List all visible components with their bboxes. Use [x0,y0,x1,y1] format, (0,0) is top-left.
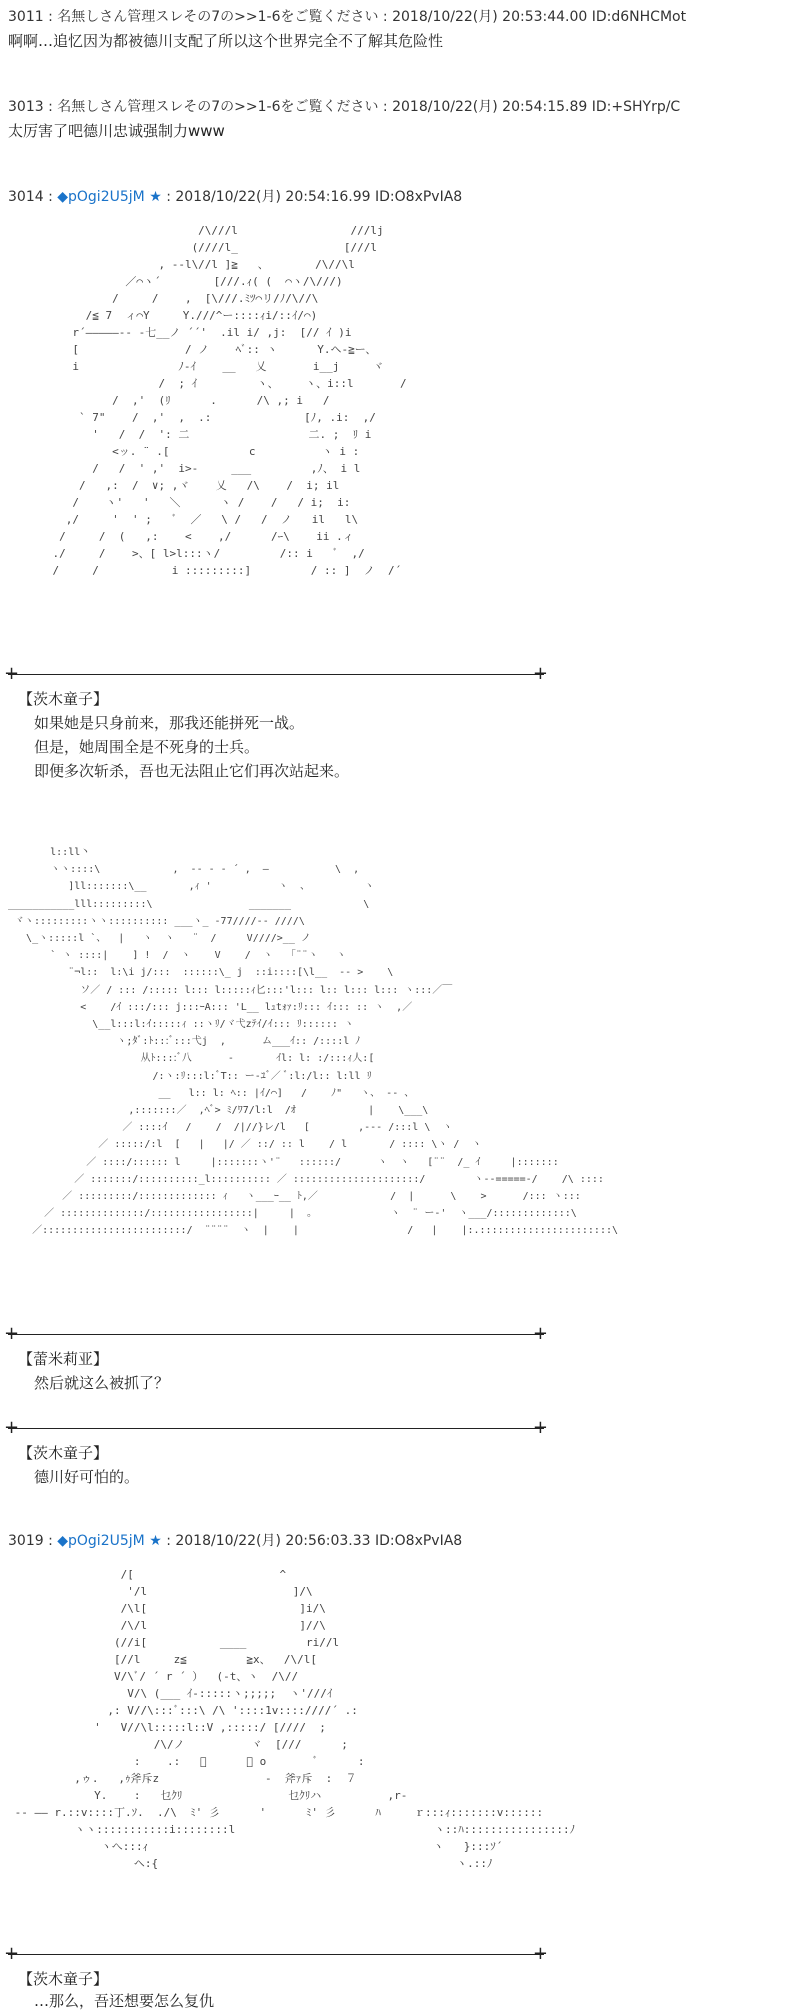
post-meta: : 2018/10/22(月) 20:54:16.99 ID:O8xPvIA8 [161,189,463,205]
separator: + + [4,1323,548,1344]
speaker-label: 【茨木童子】 [18,1970,109,1988]
post-header-3013: 3013 : 名無しさん管理スレその7の>>1-6をご覧ください : 2018/10/22(月) 20:54:15.89 ID:+SHYrp/C [8,99,681,115]
star-icon: ★ [149,1533,162,1549]
post-header-3011: 3011 : 名無しさん管理スレその7の>>1-6をご覧ください : 2018/10/22(月) 20:53:44.00 ID:d6NHCMot [8,9,687,25]
post-number: 3014 : [8,189,58,205]
post-header-3019 [8,1530,462,1550]
separator: + + [4,1417,548,1438]
poster-trip-link[interactable]: ◆pOgi2U5jM [57,1533,145,1549]
speaker-label: 【蕾米莉亚】 [18,1350,109,1368]
speaker-label: 【茨木童子】 [18,690,109,708]
separator: + + [4,1943,548,1964]
ascii-art-remilia: l::ll丶 ヽヽ::::\ , -- ‐ ‐ ´ , ― \ , ]ll:::::::\__ ,ｨ ' ヽ 、 ヽ ___________lll:::::::::\ _______ \ ヾヽ:::::::::ヽヽ:::::::::: ___ヽ_ -77////-- ////\ \_ヽ:::::l `、 | ヽ ヽ ¨ / V////>__ ノ ` ヽ ::::| ] ! / ヽ V / ヽ ｢¨¨ヽ ヽ ¨¬l:: l:\i j/::: ::::::\_ j ::i::::[\l__ -- > \ ソ／ / ::: /::::: l::: l:::::ｨ匕:::'l::: l:: l::: l::: ヽ:::／￣ < /ｲ :::/::: j:::ｰA::: 'L__ lｭtｫｧ:ﾘ::: ｲ::: :: ヽ ,／ \__l:::l:ｲ:::::ｨ ::ヽﾘ/ヾ弋zﾃｲ/ｲ::: ﾘ:::::: ヽ ヽ;ﾀﾞ:ﾄ:::ﾞ:::弋j , ム___ｲ:: /::::l ﾉ 从ﾄ::::ﾞ八 - ｲl: l: :/:::ｨ人:[ /:ヽ:ﾘ:::l:ﾞT:: ー‐ﾕﾞ／ ﾞ:l:/l:: l:ll ﾘ __ l:: l: ﾍ:: |ｲ/⌒] / ﾉ" ヽ、 -- 、 ,:::::::／ ,ﾍﾞ> ﾐ/ﾜ7/l:l /ｵ | \___\ ／ ::::ｲ / / /|//}レ/l [ ,--- /:::l \ ヽ ／ :::::/:l [ | |/ ／ ::/ :: l / l / :::: \ヽ / ヽ ／ ::::/:::::: l |:::::::ヽ'¨ ::::::/ ヽ ヽ [¨¨ /_ ｲ |::::::: ／ :::::::/::::::::::_l:::::::::: ／ :::::::::::::::::::::/ ヽ--=====-/ /\ :::: ／ :::::::::/::::::::::::: ｨ ヽ___ｰ__ ﾄ,／ / | \ > /::: ヽ::: ／ ::::::::::::::/:::::::::::::::::| | ｡ ヽ ¨ ー‐' ヽ___/:::::::::::::\ ／::::::::::::::::::::::::/ ¨¨¨¨ ヽ | | / | |:.::::::::::::::::::::::\ [8,847,619,1237]
post-header-3014 [8,186,462,206]
post-number: 3019 : [8,1533,58,1549]
speaker-label: 【茨木童子】 [18,1444,109,1462]
ascii-art-ibaraki-2: /[ ^ '/l ]/\ /\l[ ]i/\ /\/l ]//\ (//i[ ____ ri//l [//l z≦ ≧x、 /\/l[ V/\ﾞ/ ´ r ´ ） (-t、ヽ /\// V/\ (___ ｲ-:::::ヽ;;;;; ヽ'///ｲ ,: V//\:::ﾞ:::\ /\ '::::1v::::////´ .: ' V//\l:::::l::V ,:::::/ [//// ; /\/ノ ヾ [/// ; : .: ﾞ ﾞ o ﾞ : ,ゥ. ,ｩ斧斥z - 斧ｧ斥 : ７ Y. : 乜ｸﾘ 乜ｸﾘハ ,r‐ ‐‐ ―― r.::v::::丁.ｿ. ./\ ﾐ' 彡 ' ﾐ' 彡 ﾊ ｒ:::ｨ:::::::v:::::: ヽヽ:::::::::::i::::::::l ヽ::ﾊ::::::::::::::::ﾉ ヽへ:::ｨ ヽ }:::ｿ´ ヘ:{ ヽ.::ﾉ [14,1568,576,1870]
dialogue-line: 然后就这么被抓了？ [34,1374,170,1392]
dialogue-line: 但是，她周围全是不死身的士兵。 [34,738,260,756]
post-body-3013: 太厉害了吧德川忠诚强制力www [8,122,225,140]
star-icon: ★ [149,189,162,205]
post-body-3011: 啊啊…追忆因为都被德川支配了所以这个世界完全不了解其危险性 [8,32,444,50]
dialogue-line: 德川好可怕的。 [34,1468,140,1486]
post-meta: : 2018/10/22(月) 20:56:03.33 ID:O8xPvIA8 [161,1533,463,1549]
dialogue-line: 即便多次斩杀，吾也无法阻止它们再次站起来。 [34,762,350,780]
dialogue-line: …那么，吾还想要怎么复仇 [34,1992,215,2010]
dialogue-line: 如果她是只身前来，那我还能拼死一战。 [34,714,305,732]
separator: + + [4,663,548,684]
poster-trip-link[interactable]: ◆pOgi2U5jM [57,189,145,205]
ascii-art-ibaraki: /\///l ///lj (////l_ [///l , --l\//l ]≧ 、 /\//\l ／⌒ヽ´ [///.ｨ( ( ⌒ヽ/\///) / / , [\///.ﾐﾂ⌒リ/ﾉ/\//\ /≦ 7 ィ⌒Y Y.///^ー::::ｨi/::ｲ/⌒) r´―――――‐‐ ‐七__ノ ´´' .il i/ ,j: [// ｲ )i [ / ノ ﾍﾞ:: ヽ Y.ヘ‐≧ー、 i ﾉ-ｲ __ 乂 i__j ヾ / ; ｲ ヽ、 ヽ、i::l / / ,' (ﾘ . /\ ,; i / ` 7" / ,' , .: [ﾉ, .i: ,/ ' / / ': 二 二. ; ﾘ i <ッ. ¨ .[ c ヽ i : / / ' ,' i>- ___ ,ﾉ、 i l / ,: / ∨; ,ヾ 乂 /\ / i; il / ヽ' ' ＼ ヽ / / / i; i: ,/ ' ' ; ﾞ ／ \ / / ノ il l\ / / ( ,: < ,/ /ｰ\ ii .ィ ./ / >、[ l>l:::ヽ/ /:: i ﾞ ,/ / / i :::::::::] / :: ] ノ /´ [52,224,407,577]
